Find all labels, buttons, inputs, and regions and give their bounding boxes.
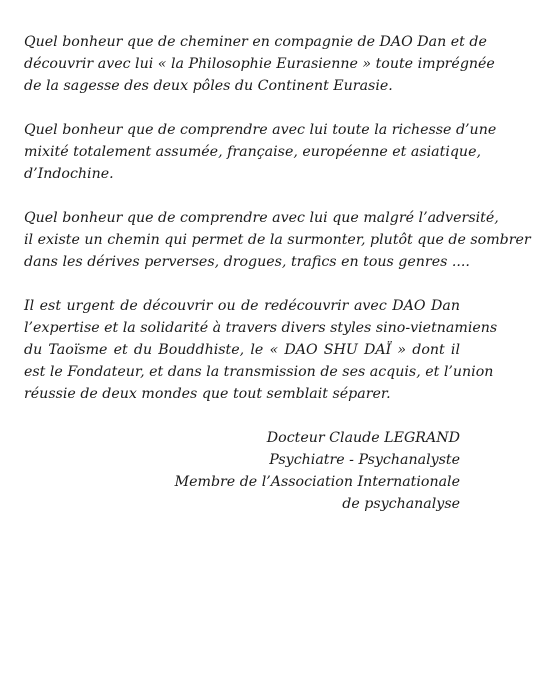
paragraph-line: mixité totalement assumée, française, européenne et asiatique,: [24, 144, 481, 160]
paragraph-2: [24, 119, 497, 185]
paragraph-line: dans les dérives perverses, drogues, trafics en tous genres ....: [24, 254, 470, 270]
signature-membership: Membre de l’Association Internationale: [174, 474, 460, 490]
paragraph-line: Quel bonheur que de comprendre avec lui que malgré l’adversité,: [24, 210, 499, 226]
paragraph-line: il existe un chemin qui permet de la surmonter, plutôt que de sombrer: [24, 232, 531, 248]
document-page: [24, 31, 531, 515]
paragraph-line: est le Fondateur, et dans la transmission de ses acquis, et l’union: [24, 364, 494, 380]
paragraph-line: Quel bonheur que de comprendre avec lui toute la richesse d’une: [24, 122, 497, 138]
signature-block: [24, 427, 460, 515]
paragraph-4: [24, 295, 498, 405]
paragraph-3: [24, 207, 531, 273]
paragraph-line: Quel bonheur que de cheminer en compagnie de DAO Dan et de: [24, 34, 487, 50]
paragraph-line: découvrir avec lui « la Philosophie Eurasienne » toute imprégnée: [24, 56, 495, 72]
paragraph-line: l’expertise et la solidarité à travers divers styles sino-vietnamiens: [24, 320, 498, 336]
signature-title: Psychiatre - Psychanalyste: [269, 452, 460, 468]
paragraph-line: de la sagesse des deux pôles du Continent Eurasie.: [24, 78, 393, 94]
paragraph-line: d’Indochine.: [24, 166, 114, 182]
paragraph-line: réussie de deux mondes que tout semblait séparer.: [24, 386, 391, 402]
signature-name: Docteur Claude LEGRAND: [266, 430, 460, 446]
paragraph-line: du Taoïsme et du Bouddhiste, le « DAO SHU DAÏ » dont il: [24, 342, 460, 358]
paragraph-line: Il est urgent de découvrir ou de redécouvrir avec DAO Dan: [24, 298, 460, 314]
signature-membership: de psychanalyse: [342, 496, 460, 512]
paragraph-1: [24, 31, 495, 97]
